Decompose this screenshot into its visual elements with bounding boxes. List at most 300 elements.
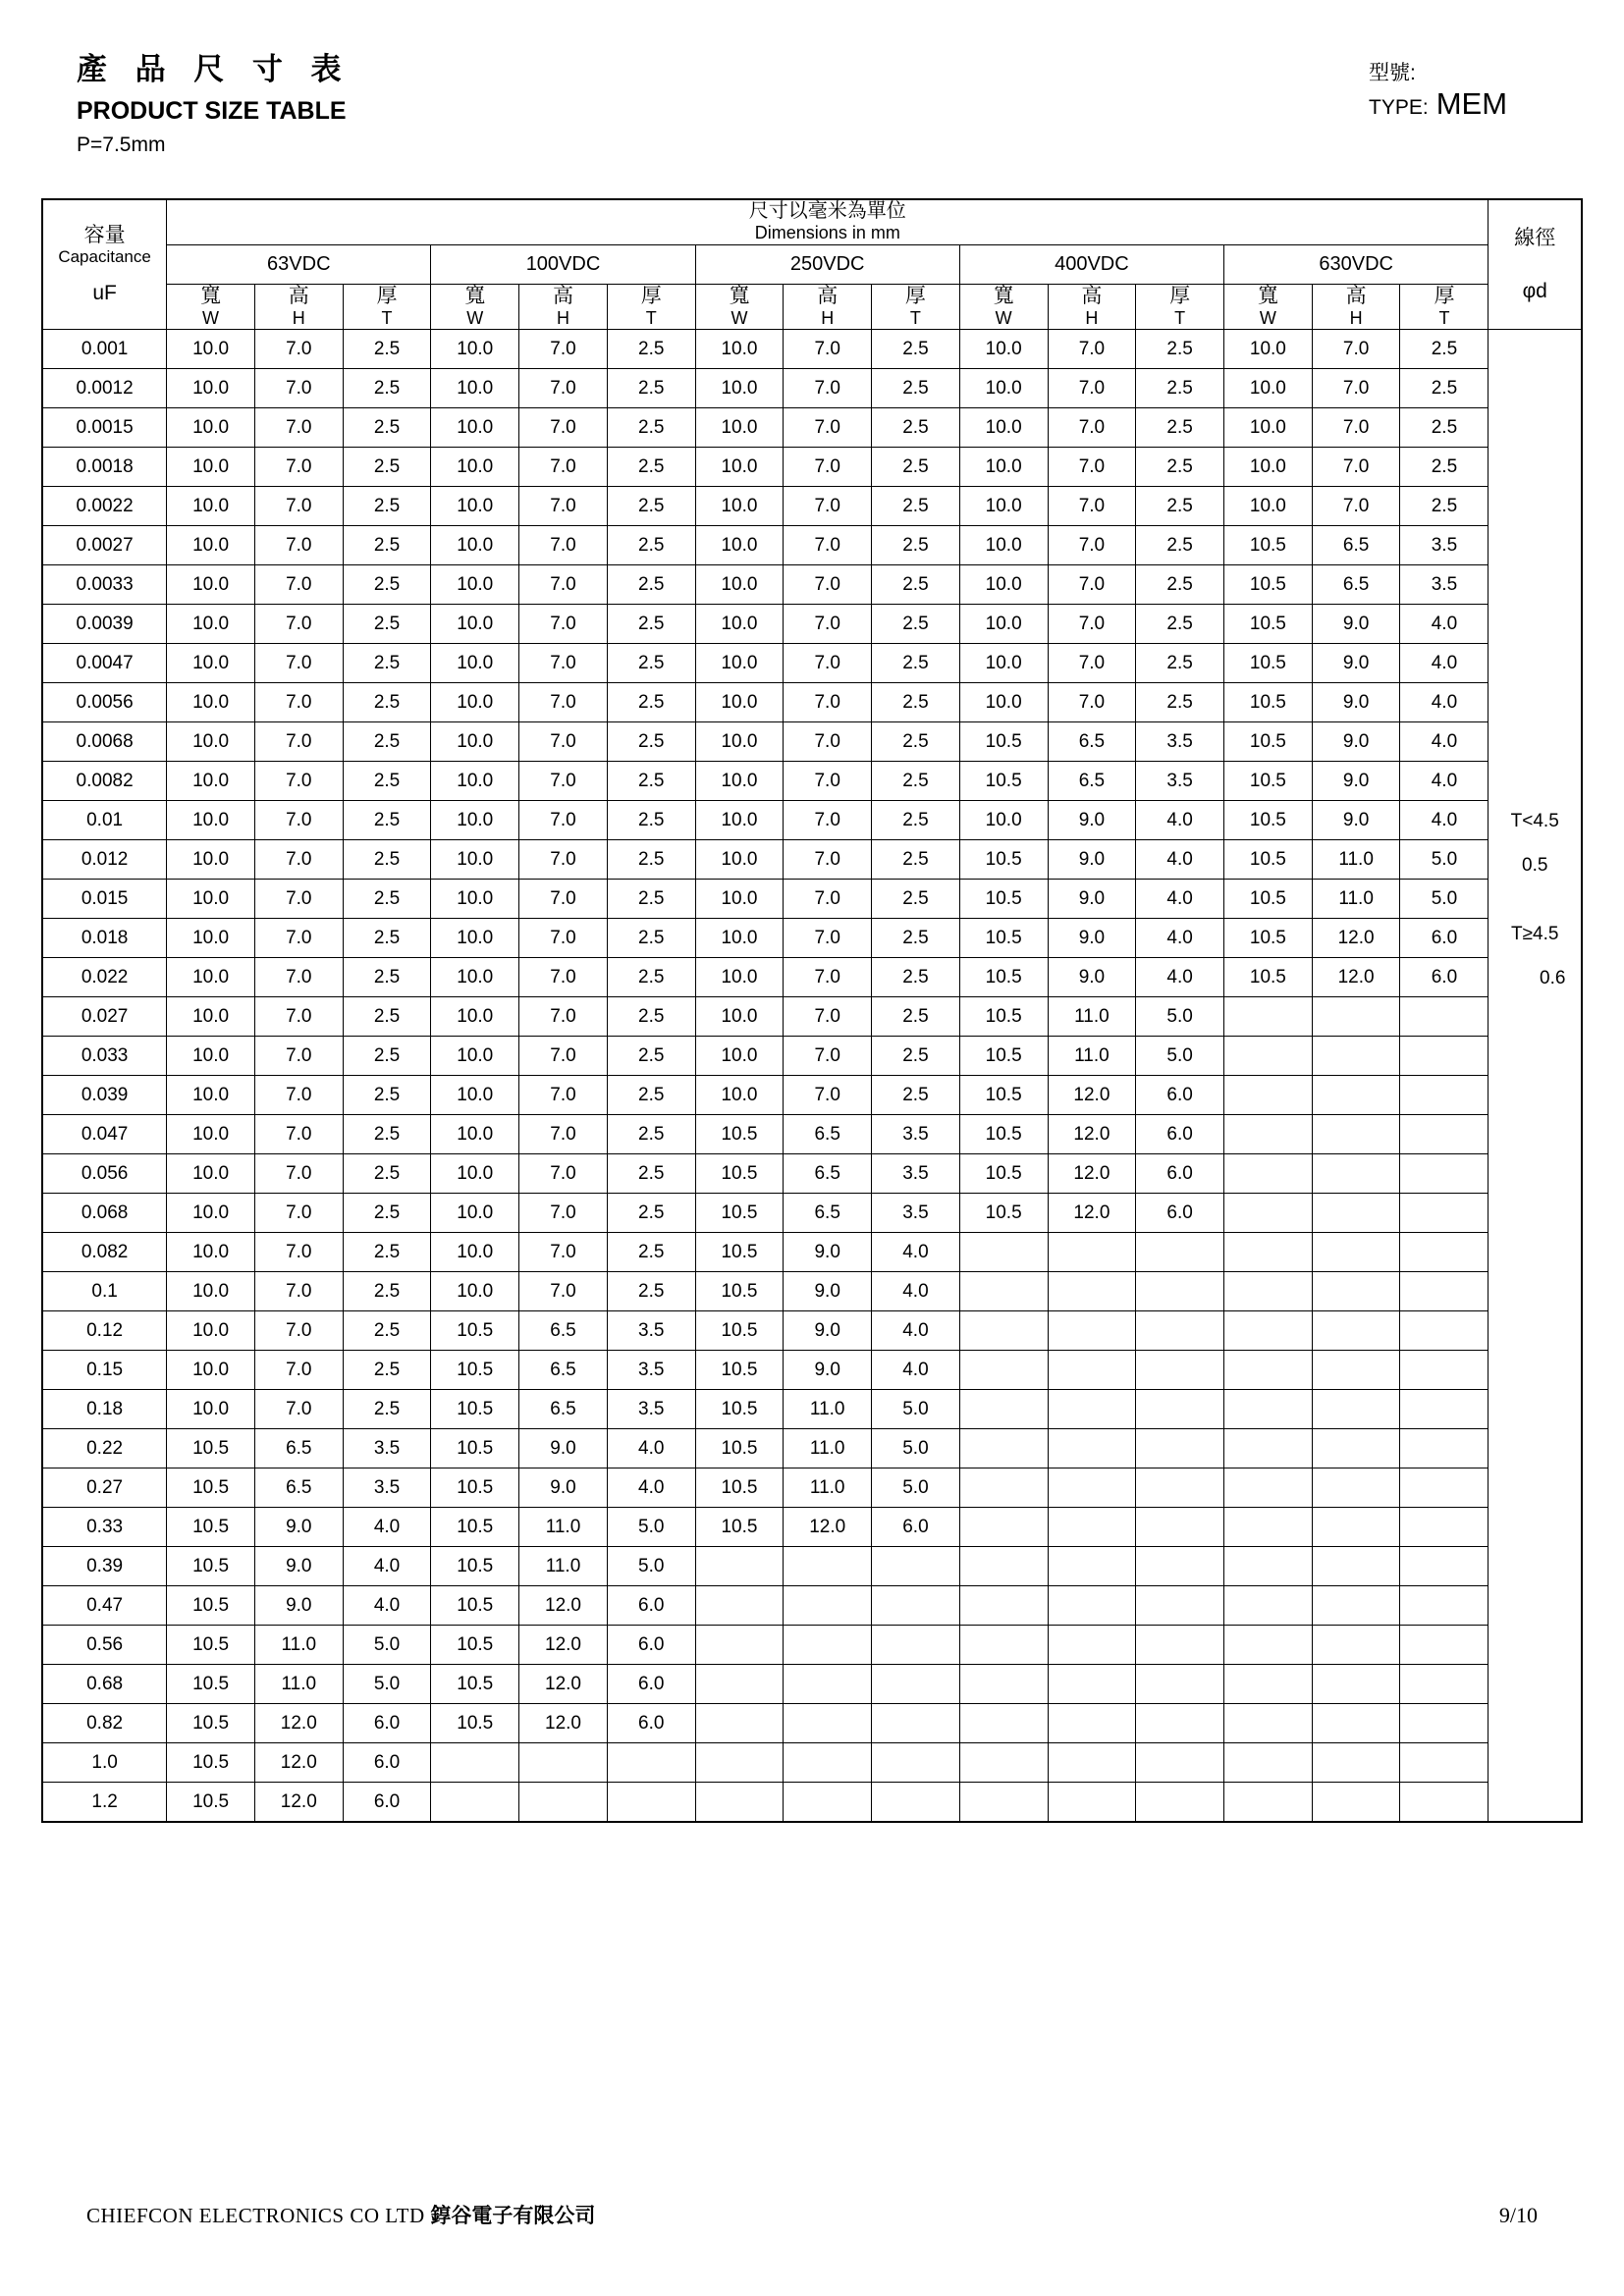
dimension-value: 4.0 <box>1136 958 1224 997</box>
header-row-voltages <box>42 244 1582 284</box>
dimension-value: 10.5 <box>695 1351 784 1390</box>
dimension-value: 7.0 <box>784 683 872 722</box>
dimension-value: 10.0 <box>167 448 255 487</box>
dimension-value: 12.0 <box>519 1704 608 1743</box>
dimension-value: 10.0 <box>695 919 784 958</box>
dimension-value: 11.0 <box>784 1468 872 1508</box>
dimension-value: 2.5 <box>607 369 695 408</box>
capacitance-value: 0.0012 <box>42 369 167 408</box>
dimension-value: 7.0 <box>519 644 608 683</box>
dimension-value: 7.0 <box>254 1194 343 1233</box>
dimension-value: 6.0 <box>1400 958 1489 997</box>
dimension-value: 2.5 <box>872 722 960 762</box>
dimension-value: 5.0 <box>343 1626 431 1665</box>
voltage-header-400vdc: 400VDC <box>959 244 1223 284</box>
dim-header-en: W <box>466 307 484 328</box>
capacitance-value: 0.39 <box>42 1547 167 1586</box>
dimension-empty <box>959 1311 1048 1351</box>
wire-diameter-note-2: 0.5 <box>1522 855 1548 877</box>
model-value: MEM <box>1435 86 1508 121</box>
dimension-value: 7.0 <box>1312 369 1400 408</box>
dimension-value: 10.0 <box>167 1390 255 1429</box>
model-type-block <box>1329 57 1555 122</box>
dim-header-en: W <box>202 307 220 328</box>
dimension-empty <box>1400 997 1489 1037</box>
dimension-value: 7.0 <box>519 526 608 565</box>
dimension-value: 7.0 <box>784 408 872 448</box>
dimension-value: 10.5 <box>431 1626 519 1665</box>
dimension-value: 9.0 <box>1312 605 1400 644</box>
dimension-value: 3.5 <box>343 1468 431 1508</box>
capacitance-value: 0.015 <box>42 880 167 919</box>
dimension-value: 11.0 <box>784 1390 872 1429</box>
voltage-header-250vdc: 250VDC <box>695 244 959 284</box>
dimension-empty <box>1136 1665 1224 1704</box>
dimension-value: 7.0 <box>254 722 343 762</box>
dimension-value: 3.5 <box>607 1390 695 1429</box>
dimension-value: 2.5 <box>872 330 960 369</box>
dimension-empty <box>1312 1311 1400 1351</box>
dimension-empty <box>1048 1665 1136 1704</box>
dimension-value: 10.0 <box>695 526 784 565</box>
dimension-empty <box>607 1783 695 1823</box>
dimension-empty <box>695 1547 784 1586</box>
dimension-value: 11.0 <box>1312 880 1400 919</box>
dimension-value: 2.5 <box>872 369 960 408</box>
dimension-value: 2.5 <box>343 722 431 762</box>
dimension-empty <box>1136 1272 1224 1311</box>
table-row <box>42 1665 1582 1704</box>
dimension-value: 10.5 <box>1224 565 1313 605</box>
dimension-empty <box>1224 1743 1313 1783</box>
dim-header-400vdc-t <box>1136 284 1224 330</box>
capacitance-header-cn: 容量 <box>83 223 126 246</box>
dimension-value: 9.0 <box>519 1468 608 1508</box>
dimension-empty <box>1400 1037 1489 1076</box>
capacitance-value: 0.22 <box>42 1429 167 1468</box>
dimension-value: 5.0 <box>872 1390 960 1429</box>
dimension-value: 7.0 <box>519 919 608 958</box>
dimension-value: 6.0 <box>343 1743 431 1783</box>
dimension-empty <box>872 1626 960 1665</box>
dimension-empty <box>1136 1351 1224 1390</box>
dimension-value: 2.5 <box>1136 526 1224 565</box>
capacitance-value: 0.0056 <box>42 683 167 722</box>
dimension-value: 7.0 <box>784 330 872 369</box>
dimension-empty <box>1048 1311 1136 1351</box>
dimension-value: 11.0 <box>1048 1037 1136 1076</box>
dimension-value: 10.5 <box>695 1154 784 1194</box>
dimension-value: 7.0 <box>1312 408 1400 448</box>
dimension-value: 10.0 <box>431 1115 519 1154</box>
dimension-value: 10.5 <box>1224 958 1313 997</box>
dim-header-100vdc-t <box>607 284 695 330</box>
capacitance-value: 0.27 <box>42 1468 167 1508</box>
dimension-value: 7.0 <box>254 1154 343 1194</box>
dimension-value: 10.0 <box>431 919 519 958</box>
dimension-empty <box>784 1743 872 1783</box>
table-row <box>42 408 1582 448</box>
dimension-empty <box>1224 1194 1313 1233</box>
table-row <box>42 1233 1582 1272</box>
dimension-empty <box>1048 1468 1136 1508</box>
dimension-value: 10.0 <box>167 369 255 408</box>
dimension-value: 10.0 <box>431 1233 519 1272</box>
dimension-empty <box>1136 1508 1224 1547</box>
dimension-value: 10.5 <box>431 1468 519 1508</box>
dimension-empty <box>1224 1076 1313 1115</box>
dimension-value: 2.5 <box>343 565 431 605</box>
dimension-empty <box>1224 1783 1313 1823</box>
model-label-row-en <box>1329 86 1555 122</box>
dimension-empty <box>872 1547 960 1586</box>
dimension-value: 10.0 <box>959 448 1048 487</box>
dimension-empty <box>1312 1743 1400 1783</box>
dimension-value: 10.0 <box>167 605 255 644</box>
dimension-value: 10.5 <box>167 1547 255 1586</box>
dimension-empty <box>1136 1743 1224 1783</box>
dimension-empty <box>1136 1233 1224 1272</box>
dimension-value: 2.5 <box>607 958 695 997</box>
dimension-value: 10.5 <box>167 1626 255 1665</box>
dim-header-cn: 寬 <box>464 284 486 307</box>
dimension-value: 10.0 <box>431 408 519 448</box>
dimension-empty <box>1048 1351 1136 1390</box>
table-head <box>42 199 1582 330</box>
dim-header-630vdc-h <box>1312 284 1400 330</box>
table-row <box>42 1704 1582 1743</box>
dim-header-en: T <box>1438 307 1450 328</box>
dimension-value: 7.0 <box>519 565 608 605</box>
wire-diameter-note-3: T≥4.5 <box>1510 924 1559 945</box>
dimension-value: 7.0 <box>254 605 343 644</box>
dimension-value: 10.5 <box>959 1194 1048 1233</box>
dimension-value: 6.0 <box>343 1783 431 1823</box>
dimension-value: 2.5 <box>343 880 431 919</box>
dimension-empty <box>1400 1115 1489 1154</box>
capacitance-unit: uF <box>92 282 117 305</box>
dimension-value: 10.0 <box>167 801 255 840</box>
model-label-cn: 型號: <box>1369 62 1416 84</box>
dimension-value: 2.5 <box>607 1037 695 1076</box>
table-row <box>42 448 1582 487</box>
dimension-value: 9.0 <box>784 1351 872 1390</box>
dimension-empty <box>1224 1665 1313 1704</box>
dimension-empty <box>1400 1665 1489 1704</box>
dimension-value: 10.5 <box>431 1351 519 1390</box>
dimension-value: 2.5 <box>343 683 431 722</box>
dimension-value: 2.5 <box>607 762 695 801</box>
dimension-value: 6.5 <box>519 1311 608 1351</box>
dimension-value: 10.0 <box>167 1311 255 1351</box>
dimension-value: 10.5 <box>959 1076 1048 1115</box>
table-row <box>42 762 1582 801</box>
dimension-empty <box>1312 1508 1400 1547</box>
capacitance-value: 0.56 <box>42 1626 167 1665</box>
dimension-value: 6.5 <box>1312 565 1400 605</box>
table-row <box>42 526 1582 565</box>
dimension-value: 2.5 <box>343 369 431 408</box>
dimension-value: 10.0 <box>431 565 519 605</box>
dimension-value: 10.0 <box>1224 448 1313 487</box>
dim-header-en: H <box>821 307 835 328</box>
dimension-value: 10.0 <box>431 762 519 801</box>
dimension-value: 6.0 <box>607 1704 695 1743</box>
table-row <box>42 722 1582 762</box>
dimension-value: 3.5 <box>1400 526 1489 565</box>
dimension-value: 2.5 <box>607 1233 695 1272</box>
dimension-empty <box>872 1783 960 1823</box>
dimension-value: 10.0 <box>695 605 784 644</box>
dimension-empty <box>1136 1547 1224 1586</box>
dimension-value: 2.5 <box>343 526 431 565</box>
footer-company <box>86 2200 595 2229</box>
dim-header-cn: 厚 <box>1169 284 1191 307</box>
dimension-value: 7.0 <box>519 722 608 762</box>
table-row <box>42 1626 1582 1665</box>
dimension-value: 2.5 <box>343 1272 431 1311</box>
dimension-value: 7.0 <box>1048 330 1136 369</box>
dimension-value: 7.0 <box>254 448 343 487</box>
dimension-value: 7.0 <box>254 330 343 369</box>
dimension-value: 7.0 <box>254 408 343 448</box>
dimension-value: 10.5 <box>167 1508 255 1547</box>
dimension-empty <box>1224 1351 1313 1390</box>
dimension-value: 7.0 <box>1312 330 1400 369</box>
capacitance-value: 0.056 <box>42 1154 167 1194</box>
dimension-value: 3.5 <box>872 1154 960 1194</box>
capacitance-value: 0.012 <box>42 840 167 880</box>
dimension-value: 2.5 <box>607 1076 695 1115</box>
voltage-header-63vdc: 63VDC <box>167 244 431 284</box>
dimension-value: 10.0 <box>167 1351 255 1390</box>
dimension-empty <box>695 1704 784 1743</box>
dimension-empty <box>959 1351 1048 1390</box>
dimension-empty <box>1048 1508 1136 1547</box>
dimension-value: 2.5 <box>872 683 960 722</box>
dimension-value: 7.0 <box>519 408 608 448</box>
dim-header-250vdc-w <box>695 284 784 330</box>
dimension-empty <box>1224 1154 1313 1194</box>
dimension-empty <box>1224 1115 1313 1154</box>
dimension-value: 5.0 <box>872 1468 960 1508</box>
dimension-value: 2.5 <box>343 801 431 840</box>
dimension-value: 2.5 <box>1136 683 1224 722</box>
table-row <box>42 1390 1582 1429</box>
dim-header-63vdc-w <box>167 284 255 330</box>
capacitance-value: 0.068 <box>42 1194 167 1233</box>
table-row <box>42 1037 1582 1076</box>
dimension-value: 2.5 <box>343 644 431 683</box>
table-body <box>42 330 1582 1823</box>
dimension-value: 7.0 <box>519 487 608 526</box>
dimension-value: 10.0 <box>167 330 255 369</box>
dimension-value: 10.0 <box>695 565 784 605</box>
dimension-value: 10.0 <box>959 801 1048 840</box>
dimension-value: 10.0 <box>167 1076 255 1115</box>
table-row <box>42 1194 1582 1233</box>
dimension-value: 10.5 <box>959 762 1048 801</box>
capacitance-header <box>42 199 167 330</box>
table-row <box>42 997 1582 1037</box>
dimension-value: 11.0 <box>1312 840 1400 880</box>
dimension-value: 7.0 <box>784 448 872 487</box>
dimension-value: 2.5 <box>872 762 960 801</box>
dimension-value: 10.0 <box>959 526 1048 565</box>
dimension-empty <box>1400 1154 1489 1194</box>
table-row <box>42 605 1582 644</box>
dimension-value: 9.0 <box>1312 801 1400 840</box>
dimension-value: 10.0 <box>167 1037 255 1076</box>
dimension-value: 12.0 <box>1048 1076 1136 1115</box>
dimension-value: 7.0 <box>254 1390 343 1429</box>
dimension-value: 10.0 <box>1224 408 1313 448</box>
dimension-empty <box>1136 1783 1224 1823</box>
dimension-value: 2.5 <box>343 605 431 644</box>
dimension-value: 12.0 <box>254 1704 343 1743</box>
dim-header-cn: 高 <box>288 284 309 307</box>
dimension-value: 10.0 <box>167 526 255 565</box>
dimension-value: 2.5 <box>872 958 960 997</box>
dimension-value: 2.5 <box>343 1311 431 1351</box>
dimension-value: 7.0 <box>254 644 343 683</box>
dimension-value: 10.5 <box>959 1115 1048 1154</box>
dimension-value: 10.0 <box>431 722 519 762</box>
dimension-value: 4.0 <box>872 1351 960 1390</box>
wire-diameter-cell <box>1489 330 1582 1823</box>
dimension-value: 10.5 <box>431 1508 519 1547</box>
dimension-empty <box>872 1586 960 1626</box>
table-row <box>42 330 1582 369</box>
table-row <box>42 1468 1582 1508</box>
dimension-value: 2.5 <box>343 1076 431 1115</box>
dimension-value: 2.5 <box>607 1154 695 1194</box>
footer-page-number: 9/10 <box>1498 2203 1538 2227</box>
table-row <box>42 1429 1582 1468</box>
capacitance-value: 0.47 <box>42 1586 167 1626</box>
dimension-value: 2.5 <box>343 919 431 958</box>
model-label-en: TYPE: <box>1369 96 1429 119</box>
dim-header-en: H <box>1085 307 1099 328</box>
dimension-value: 10.5 <box>695 1508 784 1547</box>
dimension-value: 12.0 <box>1048 1115 1136 1154</box>
dim-header-400vdc-w <box>959 284 1048 330</box>
dimension-value: 10.0 <box>959 330 1048 369</box>
dimension-value: 6.0 <box>607 1626 695 1665</box>
dimension-value: 10.0 <box>1224 330 1313 369</box>
dimension-value: 7.0 <box>519 1115 608 1154</box>
dimension-value: 10.0 <box>167 487 255 526</box>
dim-header-250vdc-t <box>872 284 960 330</box>
capacitance-value: 1.0 <box>42 1743 167 1783</box>
dimension-value: 9.0 <box>784 1233 872 1272</box>
dimension-value: 7.0 <box>519 369 608 408</box>
dimension-value: 2.5 <box>872 801 960 840</box>
capacitance-value: 0.0068 <box>42 722 167 762</box>
dimension-value: 10.5 <box>431 1547 519 1586</box>
table-row <box>42 880 1582 919</box>
dimension-value: 7.0 <box>784 958 872 997</box>
dimension-value: 10.0 <box>167 722 255 762</box>
dimension-value: 2.5 <box>1136 605 1224 644</box>
dimension-value: 10.5 <box>431 1665 519 1704</box>
dimension-value: 10.5 <box>695 1272 784 1311</box>
dimension-value: 10.5 <box>431 1390 519 1429</box>
dimension-empty <box>1048 1390 1136 1429</box>
dimension-value: 10.0 <box>431 330 519 369</box>
dimension-value: 12.0 <box>519 1626 608 1665</box>
dimension-value: 6.5 <box>1048 762 1136 801</box>
dimension-value: 10.0 <box>431 526 519 565</box>
dimension-value: 10.5 <box>431 1704 519 1743</box>
dimension-value: 5.0 <box>343 1665 431 1704</box>
dimension-value: 2.5 <box>343 1154 431 1194</box>
table-row <box>42 565 1582 605</box>
dimension-value: 9.0 <box>784 1311 872 1351</box>
dimension-value: 10.0 <box>959 408 1048 448</box>
dimension-value: 10.0 <box>167 762 255 801</box>
table-row <box>42 801 1582 840</box>
dimension-value: 2.5 <box>607 644 695 683</box>
dimension-value: 7.0 <box>519 840 608 880</box>
capacitance-value: 0.0082 <box>42 762 167 801</box>
capacitance-value: 1.2 <box>42 1783 167 1823</box>
table-row <box>42 644 1582 683</box>
dimension-value: 7.0 <box>519 997 608 1037</box>
dimension-value: 7.0 <box>254 1233 343 1272</box>
dimension-value: 7.0 <box>254 919 343 958</box>
dimension-value: 7.0 <box>254 840 343 880</box>
dimension-value: 5.0 <box>1136 997 1224 1037</box>
dimension-value: 11.0 <box>519 1508 608 1547</box>
dimension-value: 9.0 <box>1048 958 1136 997</box>
dimension-value: 10.5 <box>1224 880 1313 919</box>
dim-header-cn: 厚 <box>640 284 662 307</box>
capacitance-value: 0.001 <box>42 330 167 369</box>
dimension-value: 2.5 <box>343 1037 431 1076</box>
dimension-value: 6.5 <box>784 1194 872 1233</box>
dimension-value: 2.5 <box>1400 408 1489 448</box>
dimension-value: 10.5 <box>959 958 1048 997</box>
dim-header-cn: 寬 <box>200 284 222 307</box>
dimension-value: 5.0 <box>872 1429 960 1468</box>
dimension-value: 10.0 <box>431 958 519 997</box>
dimension-value: 2.5 <box>607 722 695 762</box>
dimension-value: 2.5 <box>607 487 695 526</box>
dimension-empty <box>1400 1429 1489 1468</box>
wire-diameter-header-en: φd <box>1522 279 1547 302</box>
table-row <box>42 1783 1582 1823</box>
dimension-empty <box>1400 1586 1489 1626</box>
dimension-value: 2.5 <box>607 565 695 605</box>
capacitance-value: 0.0015 <box>42 408 167 448</box>
dimension-value: 2.5 <box>607 408 695 448</box>
dimension-value: 10.0 <box>167 683 255 722</box>
dimension-value: 10.5 <box>959 840 1048 880</box>
dimension-value: 3.5 <box>1400 565 1489 605</box>
wire-diameter-notes <box>1489 330 1581 1821</box>
table-row <box>42 1272 1582 1311</box>
dimension-value: 6.5 <box>1048 722 1136 762</box>
dimension-value: 9.0 <box>1048 840 1136 880</box>
dimension-value: 9.0 <box>1048 880 1136 919</box>
dimension-empty <box>1048 1743 1136 1783</box>
dimension-value: 10.0 <box>959 565 1048 605</box>
dimension-value: 10.5 <box>695 1233 784 1272</box>
dimension-value: 6.0 <box>1136 1115 1224 1154</box>
dimension-value: 10.5 <box>695 1468 784 1508</box>
dimension-value: 7.0 <box>519 1154 608 1194</box>
